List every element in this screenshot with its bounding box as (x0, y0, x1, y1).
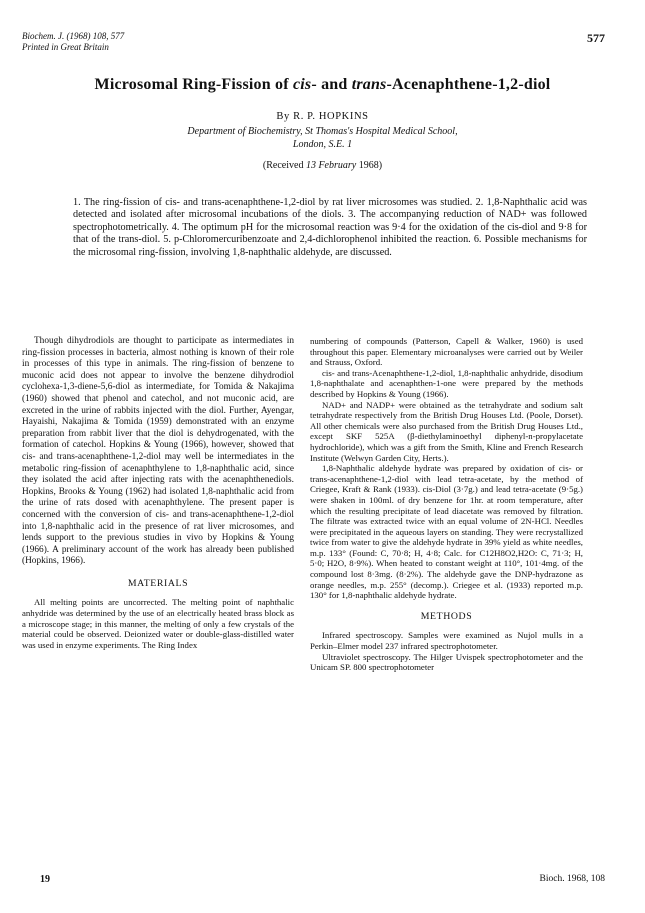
article-title (0, 76, 645, 94)
received-date-value: 13 February (305, 160, 357, 171)
left-column (22, 336, 294, 650)
title-cis: cis (292, 76, 312, 93)
page-number: 577 (587, 31, 605, 45)
author-line: By R. P. HOPKINS (276, 111, 369, 122)
affiliation-line-2: London, S.E. 1 (292, 139, 353, 150)
title-trans: trans (351, 76, 387, 93)
footer-journal-ref: Bioch. 1968, 108 (539, 874, 605, 884)
right-column (310, 336, 583, 673)
printed-in-note: Printed in Great Britain (22, 42, 109, 52)
affiliation-line-1: Department of Biochemistry, St Thomas's Hospital Medical School, (187, 126, 458, 137)
infrared-paragraph: Infrared spectroscopy. Samples were examined as Nujol mulls in a Perkin–Elmer model 237 infrared spectrophotometer. (310, 630, 583, 652)
abstract: 1. The ring-fission of cis- and trans-acenaphthene-1,2-diol by rat liver microsomes was studied. 2. 1,8-Naphthalic acid was detected and isolated after microsomal incubations of the diols. 3. The accompanying reduction of NAD+ was followed spectrophotometrically. 4. The optimum pH for the microsomal reaction was 9·4 for the oxidation of the cis-diol and 9·8 for that of the trans-diol. 5. p-Chloromercuribenzoate and 2,4-dichlorophenol inhibited the reaction. 6. Possible mechanisms for the microsomal ring-fission, involving 1,8-naphthalic aldehyde, are discussed. (73, 197, 587, 258)
received-prefix: (Received (262, 160, 306, 171)
received-suffix: 1968) (356, 160, 383, 171)
intro-paragraph: Though dihydrodiols are thought to participate as intermediates in ring-fission processes in bacteria, almost nothing is known of their role in processes of this type in animals. The ring-fission of benzene to muconic acid does not appear to involve the benzene dihydrodiol cyclohexa-1,3-diene-5,6-diol as intermediate, for Tomida & Nakajima (1960) showed that phenol and catechol, and not muconic acid, are excreted in the urine of rabbits injected with the diol. Further, Ayengar, Hayaishi, Nakajima & Tomida (1959) demonstrated with an enzyme preparation from rabbit liver that the diol is dehydrogenated, with the formation of catechol. Hopkins & Young (1966), however, showed that cis- and trans-acenaphthene-1,2-diol may well be intermediates in the metabolic ring-fission of acenaphthylene to 1,8-naphthalic acid, since they isolated the acid after injecting rats with the acenaphthenediols. Hopkins, Brooks & Young (1962) had isolated 1,8-naphthalic acid from the urine of rats dosed with acenaphthylene. The present paper is concerned with the conversion of cis- and trans-acenaphthene-1,2-diol into 1,8-naphthalic acid in the presence of rat liver microsomes, and lends support to the previous studies in vivo by Hopkins & Young (1966). A preliminary account of the work has already been published (Hopkins, 1966). (22, 336, 294, 567)
title-part-1: Microsomal Ring-Fission of (94, 76, 293, 93)
aldehyde-preparation-paragraph: 1,8-Naphthalic aldehyde hydrate was prepared by oxidation of cis- or trans-acenaphthene-1,2-diol with lead tetra-acetate, by the method of Criegee, Kraft & Rank (1933). cis-Diol (3·7g.) and lead tetra-acetate (9·5g.) were shaken in 100ml. of dry benzene for 1hr. at room temperature, after which the resulting precipitate of lead diacetate was removed by filtration. The filtrate was extracted twice with an equal volume of 2N-HCl. Needles were precipitated in the aqueous layers on standing. They were recrystallized twice from water to give the aldehyde hydrate in 39% yield as white needles, m.p. 133° (Found: C, 70·8; H, 4·8; Calc. for C12H8O2,H2O: C, 71·3; H, 5·0; H2O, 8·9%). When heated to constant weight at 110°, 101·4mg. of the compound lost 8·3mg. (8·2%). The aldehyde gave the DNP-hydrazone as orange needles, m.p. 255° (decomp.). Criegee et al. (1933) reported m.p. 130° for 1,8-naphthalic aldehyde hydrate. (310, 463, 583, 601)
journal-reference: Biochem. J. (1968) 108, 577 (22, 31, 125, 41)
materials-paragraph: All melting points are uncorrected. The melting point of naphthalic anhydride was determined by the use of an electrically heated brass block as a microscope stage; in this manner, the melting of only a few crystals of the material could be observed. Deionized water or double-glass-distilled water was used in enzyme experiments. The Ring Index (22, 597, 294, 650)
signature-mark: 19 (40, 874, 50, 885)
materials-heading: MATERIALS (127, 577, 189, 589)
preparations-paragraph: cis- and trans-Acenaphthene-1,2-diol, 1,8-naphthalic anhydride, disodium 1,8-naphthalate and acenaphthen-1-one were prepared by the methods described by Hopkins & Young (1966). (310, 367, 583, 399)
ultraviolet-paragraph: Ultraviolet spectroscopy. The Hilger Uvispek spectrophotometer and the Unicam SP. 800 spectrophotometer (310, 651, 583, 673)
methods-heading: METHODS (420, 610, 473, 622)
received-date (0, 160, 645, 171)
title-part-2: - and (311, 76, 352, 93)
title-part-3: -Acenaphthene-1,2-diol (386, 76, 551, 93)
chemicals-paragraph: NAD+ and NADP+ were obtained as the tetrahydrate and sodium salt tetrahydrate respectively from the British Drug Houses Ltd. (Poole, Dorset). All other chemicals were also purchased from the British Drug Houses Ltd., except SKF 525A (β-diethylaminoethyl diphenyl-n-propylacetate hydrochloride), which was a gift from the Smith, Kline and French Research Institute (Welwyn Garden City, Herts.). (310, 399, 583, 463)
ring-index-paragraph: numbering of compounds (Patterson, Capell & Walker, 1960) is used throughout this paper. Elementary microanalyses were carried out by Weiler and Strauss, Oxford. (310, 336, 583, 368)
